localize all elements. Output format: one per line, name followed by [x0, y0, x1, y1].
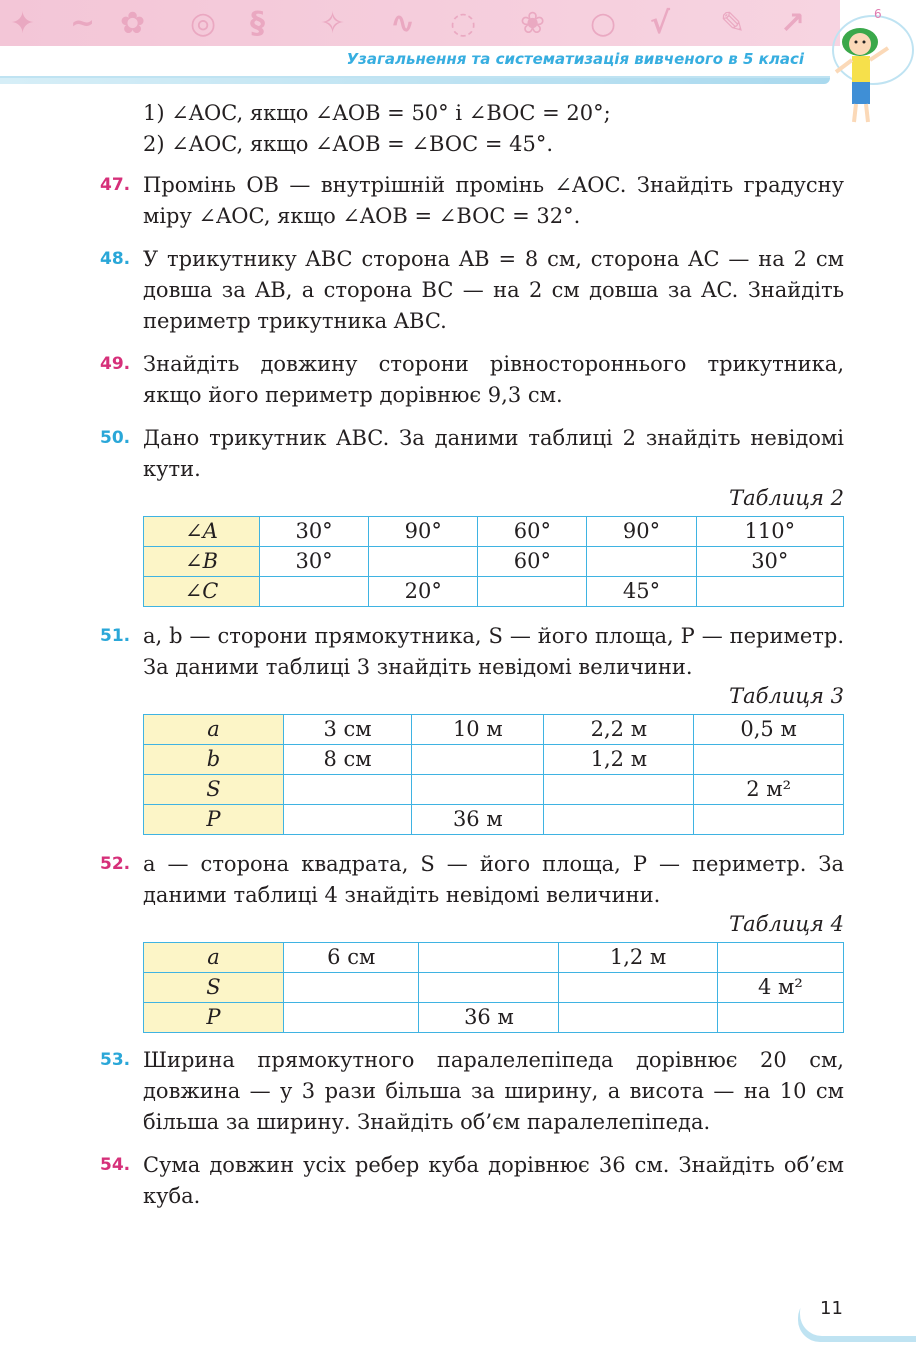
table-cell [284, 1003, 419, 1033]
table-cell: 36 м [419, 1003, 559, 1033]
table-cell: 20° [369, 577, 478, 607]
problem-47 [100, 170, 844, 232]
problem-number: 50. [100, 428, 131, 448]
table-cell: ∠C [144, 577, 260, 607]
table-cell: P [144, 805, 284, 835]
decorative-header-band [0, 0, 840, 46]
problem-number: 52. [100, 854, 131, 874]
table-cell: ∠A [144, 517, 260, 547]
table-cell: P [144, 1003, 284, 1033]
intro-list [100, 98, 844, 160]
table-cell: 90° [369, 517, 478, 547]
table-cell [717, 943, 843, 973]
page-number-tab [800, 1290, 880, 1340]
table-cell: 1,2 м [559, 943, 717, 973]
intro-line: 2) ∠AOC, якщо ∠AOB = ∠BOC = 45°. [143, 132, 553, 156]
table-row [144, 577, 844, 607]
table-cell: 60° [478, 517, 587, 547]
page-content [100, 98, 844, 1224]
table-cell [544, 805, 694, 835]
problem-50 [100, 423, 844, 485]
table-cell: 2 м² [694, 775, 844, 805]
table-cell: 36 м [412, 805, 544, 835]
table-caption: Таблиця 2 [729, 486, 844, 510]
table-cell [559, 1003, 717, 1033]
problem-text: Знайдіть довжину сторони рівностороннього трикутника, якщо його периметр дорівнює 9,3 см. [143, 352, 844, 407]
table-cell [694, 745, 844, 775]
table-cell [419, 943, 559, 973]
decor-glyph: ◌ [450, 6, 477, 41]
problem-number: 54. [100, 1155, 131, 1175]
decor-glyph: ✧ [320, 6, 346, 41]
problem-text: У трикутнику ABC сторона AB = 8 см, сторона AC — на 2 см довша за AB, а сторона BC — на 2 см довша за AC. Знайдіть периметр трикутника ABC. [143, 247, 844, 333]
table-cell [544, 775, 694, 805]
table-cell: 10 м [412, 715, 544, 745]
table-cell: ∠B [144, 547, 260, 577]
table-2 [143, 516, 844, 607]
table-cell: b [144, 745, 284, 775]
table-cell: 45° [587, 577, 696, 607]
decor-glyph: ✿ [120, 6, 146, 41]
problem-53 [100, 1045, 844, 1138]
table-cell: 0,5 м [694, 715, 844, 745]
table-cell: a [144, 715, 284, 745]
table-cell [694, 805, 844, 835]
table-cell: 110° [696, 517, 843, 547]
table-row [144, 547, 844, 577]
table-cell [717, 1003, 843, 1033]
table-cell [478, 577, 587, 607]
problem-52 [100, 849, 844, 911]
decor-glyph: ○ [590, 6, 617, 41]
table-row [144, 745, 844, 775]
table-cell: 90° [587, 517, 696, 547]
decor-glyph: ↗ [780, 6, 806, 41]
table-row [144, 973, 844, 1003]
table-cell: 8 см [284, 745, 412, 775]
table-cell: 30° [260, 547, 369, 577]
section-subtitle: Узагальнення та систематизація вивченого в 5 класі [346, 50, 804, 68]
decor-glyph: ✎ [720, 6, 746, 41]
table-cell [559, 973, 717, 1003]
problem-49 [100, 349, 844, 411]
problem-text: a, b — сторони прямокутника, S — його площа, P — периметр. За даними таблиці 3 знайдіть невідомі величини. [143, 624, 844, 679]
problem-number: 51. [100, 626, 131, 646]
table-cell: 60° [478, 547, 587, 577]
table-cell: 30° [260, 517, 369, 547]
decor-glyph: √ [650, 6, 671, 41]
table-row [144, 775, 844, 805]
decor-glyph: ∿ [390, 6, 416, 41]
table-caption: Таблиця 4 [729, 912, 844, 936]
table-row [144, 715, 844, 745]
table-4 [143, 942, 844, 1033]
table-cell: 30° [696, 547, 843, 577]
table-cell: 1,2 м [544, 745, 694, 775]
table-row [144, 517, 844, 547]
problem-number: 49. [100, 354, 131, 374]
decor-glyph: ✦ [10, 6, 36, 41]
table-cell [412, 745, 544, 775]
table-cell [369, 547, 478, 577]
problem-text: a — сторона квадрата, S — його площа, P — периметр. За даними таблиці 4 знайдіть невідомі величини. [143, 852, 844, 907]
table-cell: a [144, 943, 284, 973]
table-cell: 3 см [284, 715, 412, 745]
table-caption: Таблиця 3 [729, 684, 844, 708]
problem-text: Сума довжин усіх ребер куба дорівнює 36 см. Знайдіть об’єм куба. [143, 1153, 844, 1208]
table-cell: S [144, 973, 284, 1003]
table-cell [260, 577, 369, 607]
decor-glyph: ~ [70, 6, 96, 41]
table-cell [587, 547, 696, 577]
problem-51 [100, 621, 844, 683]
table-3 [143, 714, 844, 835]
mascot-number: 6 [874, 7, 882, 21]
problem-48 [100, 244, 844, 337]
problem-number: 47. [100, 175, 131, 195]
table-cell [419, 973, 559, 1003]
table-row [144, 943, 844, 973]
table-cell [284, 973, 419, 1003]
decor-glyph: ❀ [520, 6, 546, 41]
problem-text: Дано трикутник ABC. За даними таблиці 2 знайдіть невідомі кути. [143, 426, 844, 481]
table-row [144, 1003, 844, 1033]
table-cell: 6 см [284, 943, 419, 973]
decor-glyph: ◎ [190, 6, 217, 41]
table-cell [284, 775, 412, 805]
table-cell [412, 775, 544, 805]
table-cell: 4 м² [717, 973, 843, 1003]
problem-number: 53. [100, 1050, 131, 1070]
header-underline [0, 78, 830, 84]
problem-54 [100, 1150, 844, 1212]
intro-line: 1) ∠AOC, якщо ∠AOB = 50° і ∠BOC = 20°; [143, 101, 611, 125]
table-cell: 2,2 м [544, 715, 694, 745]
problem-number: 48. [100, 249, 131, 269]
page-number: 11 [820, 1298, 843, 1319]
table-cell: S [144, 775, 284, 805]
problem-text: Ширина прямокутного паралелепіпеда дорівнює 20 см, довжина — у 3 рази більша за ширину, а висота — на 10 см більша за ширину. Знайдіть об’єм паралелепіпеда. [143, 1048, 844, 1134]
table-row [144, 805, 844, 835]
problem-text: Промінь OB — внутрішній промінь ∠AOC. Знайдіть градусну міру ∠AOC, якщо ∠AOB = ∠BOC = 32°. [143, 173, 844, 228]
table-cell [284, 805, 412, 835]
table-cell [696, 577, 843, 607]
decor-glyph: § [250, 6, 265, 41]
